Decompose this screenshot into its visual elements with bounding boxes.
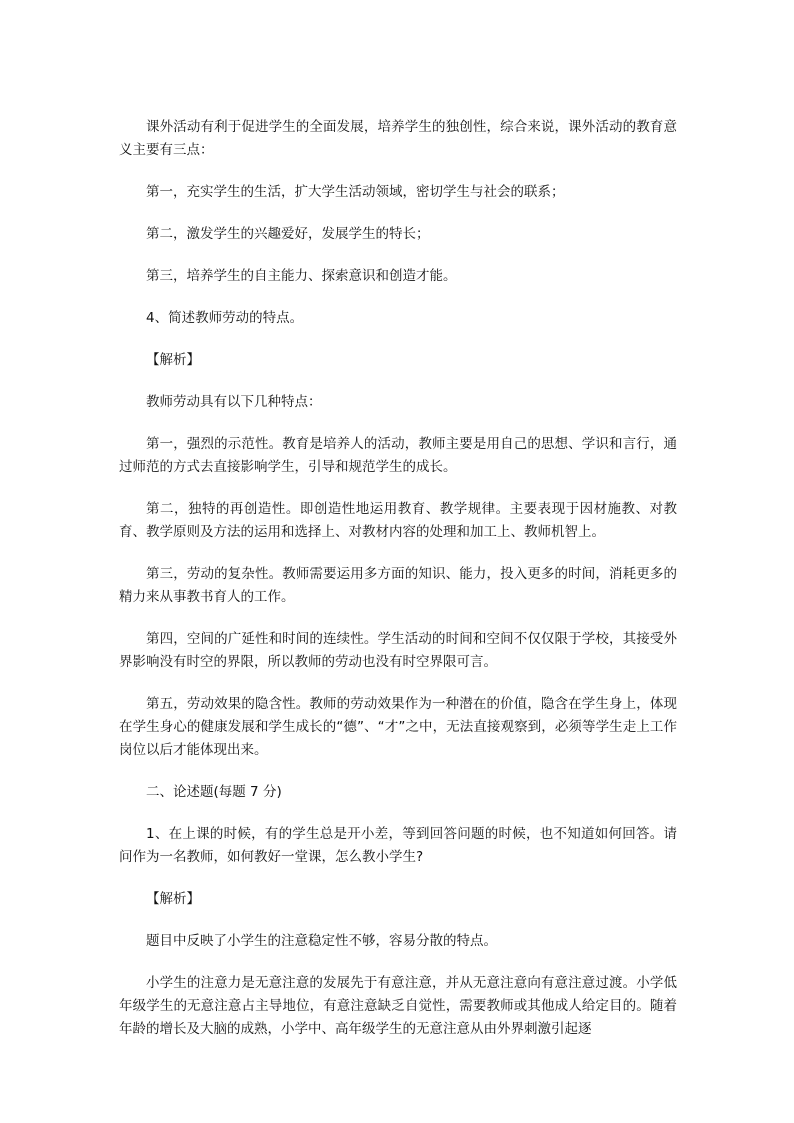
paragraph-attention-detail: 小学生的注意力是无意注意的发展先于有意注意，并从无意注意向有意注意过渡。小学低年级学生的无意注意占主导地位，有意注意缺乏自觉性，需要教师或其他成人给定目的。随着年龄的增长及大脑的成熟，小学中、高年级学生的无意注意从由外界刺激引起逐 [119, 975, 677, 1037]
analysis-heading-2: 【解析】 [146, 891, 200, 907]
paragraph-feature-one: 第一，强烈的示范性。教育是培养人的活动，教师主要是用自己的思想、学识和言行，通过师范的方式去直接影响学生，引导和规范学生的成长。 [119, 436, 677, 475]
analysis-heading: 【解析】 [146, 352, 200, 368]
paragraph-point-one: 第一，充实学生的生活，扩大学生活动领域，密切学生与社会的联系； [146, 184, 565, 200]
paragraph-feature-five: 第五，劳动效果的隐含性。教师的劳动效果作为一种潜在的价值，隐含在学生身上，体现在学生身心的健康发展和学生成长的“德”、“才”之中，无法直接观察到，必须等学生走上工作岗位以后才能体现出来。 [119, 696, 677, 758]
paragraph-point-two: 第二，激发学生的兴趣爱好，发展学生的特长； [146, 226, 430, 242]
paragraph-feature-three: 第三，劳动的复杂性。教师需要运用多方面的知识、能力，投入更多的时间，消耗更多的精力来从事教书育人的工作。 [119, 566, 677, 605]
paragraph-attention-summary: 题目中反映了小学生的注意稳定性不够，容易分散的特点。 [146, 933, 497, 949]
essay-question-1: 1、在上课的时候，有的学生总是开小差，等到回答问题的时候，也不知道如何回答。请问作为一名教师，如何教好一堂课，怎么教小学生? [119, 826, 677, 865]
section-two-title: 二、论述题(每题 7 分) [146, 784, 282, 800]
paragraph-feature-four: 第四，空间的广延性和时间的连续性。学生活动的时间和空间不仅仅限于学校，其接受外界影响没有时空的界限，所以教师的劳动也没有时空界限可言。 [119, 631, 677, 670]
document-page [119, 116, 677, 1041]
question-4-title: 4、简述教师劳动的特点。 [146, 310, 304, 326]
paragraph-feature-two: 第二，独特的再创造性。即创造性地运用教育、教学规律。主要表现于因材施教、对教育、教学原则及方法的运用和选择上、对教材内容的处理和加工上、教师机智上。 [119, 501, 677, 540]
paragraph-point-three: 第三，培养学生的自主能力、探索意识和创造才能。 [146, 268, 457, 284]
paragraph-teacher-intro: 教师劳动具有以下几种特点： [146, 394, 322, 410]
paragraph-activity-intro: 课外活动有利于促进学生的全面发展，培养学生的独创性，综合来说，课外活动的教育意义主要有三点： [119, 119, 677, 158]
